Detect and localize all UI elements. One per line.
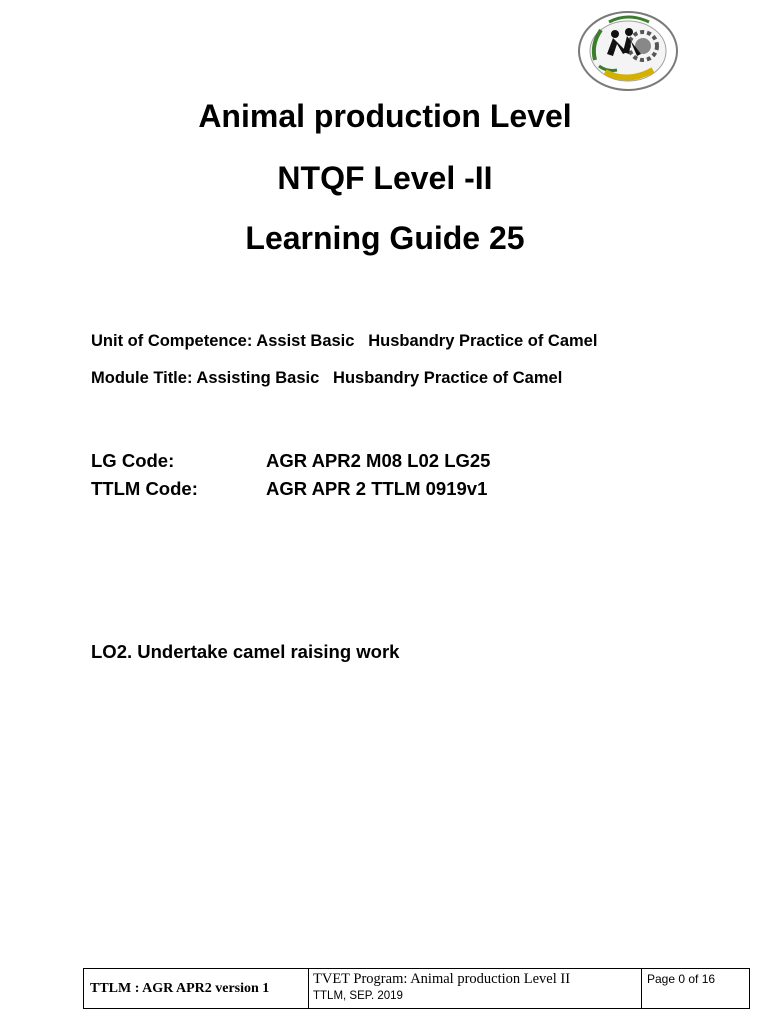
footer-page-number: Page 0 of 16	[642, 969, 750, 1009]
ttlm-code-row	[91, 478, 487, 500]
footer-program-cell	[309, 969, 642, 1009]
lg-code-row	[91, 450, 490, 472]
footer-version: TTLM : AGR APR2 version 1	[84, 969, 309, 1009]
federal-tvet-agency-logo	[577, 10, 679, 92]
footer-date: TTLM, SEP. 2019	[313, 990, 403, 1002]
footer-program: TVET Program: Animal production Level II	[313, 971, 571, 987]
document-title: Animal production Level	[198, 98, 572, 134]
ttlm-code-label: TTLM Code:	[91, 478, 198, 499]
learning-guide-heading: Learning Guide 25	[245, 220, 525, 256]
ttlm-code-value: AGR APR 2 TTLM 0919v1	[266, 478, 488, 499]
module-title: Module Title: Assisting Basic Husbandry Practice of Camel	[91, 369, 563, 387]
ntqf-level-heading: NTQF Level -II	[277, 160, 493, 196]
learning-outcome-heading: LO2. Undertake camel raising work	[91, 641, 400, 662]
unit-of-competence: Unit of Competence: Assist Basic Husbandry Practice of Camel	[91, 332, 598, 350]
lg-code-value: AGR APR2 M08 L02 LG25	[266, 450, 491, 471]
lg-code-label: LG Code:	[91, 450, 175, 471]
page-footer	[83, 968, 750, 1009]
